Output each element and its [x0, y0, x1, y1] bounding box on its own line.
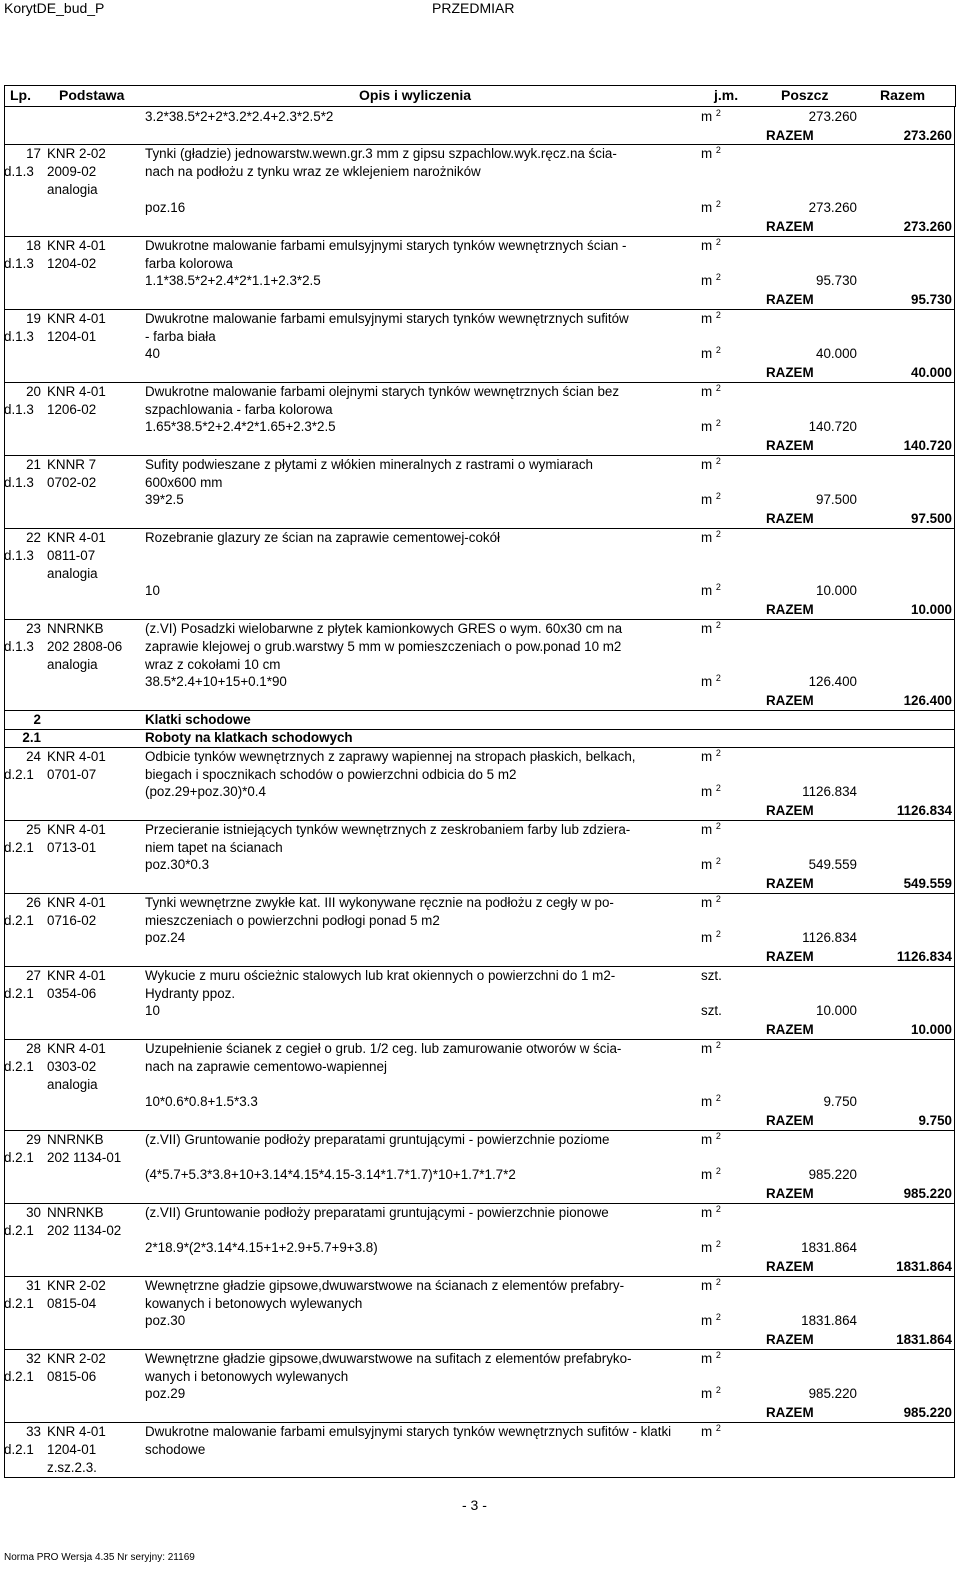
calc-row — [4, 673, 954, 691]
item-section-ref: d.2.1 — [4, 1369, 34, 1384]
item-unit: m $^2$ — [701, 145, 721, 161]
item-unit: m $^2$ — [701, 1204, 721, 1220]
razem-value: 40.000 — [911, 365, 952, 380]
calc-formula: 10 — [145, 1003, 160, 1018]
razem-label: RAZEM — [766, 292, 814, 307]
calc-row — [4, 1239, 954, 1257]
item-description: niem tapet na ścianach — [145, 840, 283, 855]
item-unit: m $^2$ — [701, 1040, 721, 1056]
razem-value: 1831.864 — [896, 1332, 952, 1347]
razem-value: 140.720 — [903, 438, 952, 453]
item-basis: NNRNKB — [47, 1205, 104, 1220]
item-description: Uzupełnienie ścianek z cegieł o grub. 1/2 ceg. lub zamurowanie otworów w ścia- — [145, 1041, 622, 1056]
item-section-ref: d.1.3 — [4, 256, 34, 271]
calc-row — [4, 582, 954, 600]
item-unit: m $^2$ — [701, 1423, 721, 1439]
item-unit: m $^2$ — [701, 383, 721, 399]
section-number: 2 — [33, 712, 41, 727]
item-unit: m $^2$ — [701, 748, 721, 764]
item-description: wraz z cokołami 10 cm — [145, 657, 281, 672]
razem-value: 10.000 — [911, 1022, 952, 1037]
unit-exponent: 2 — [715, 1385, 721, 1395]
calc-unit: m $^2$ — [701, 418, 721, 434]
item-basis: KNR 4-01 — [47, 530, 106, 545]
item-description: (z.VII) Gruntowanie podłoży preparatami gruntującymi - powierzchnie pionowe — [145, 1205, 609, 1220]
calc-formula: 1.1*38.5*2+2.4*2*1.1+2.3*2.5 — [145, 273, 321, 288]
calc-value: 40.000 — [816, 346, 857, 361]
calc-unit: m $^2$ — [701, 1385, 721, 1401]
item-number: 21 — [26, 457, 41, 472]
item-basis: 0303-02 — [47, 1059, 97, 1074]
calc-formula: 40 — [145, 346, 160, 361]
razem-value: 549.559 — [903, 876, 952, 891]
razem-label: RAZEM — [766, 438, 814, 453]
item-basis: KNNR 7 — [47, 457, 97, 472]
calc-value: 10.000 — [816, 583, 857, 598]
item-basis: KNR 4-01 — [47, 822, 106, 837]
item-description: Dwukrotne malowanie farbami emulsyjnymi starych tynków wewnętrznych sufitów — [145, 311, 629, 326]
item-basis: 202 2808-06 — [47, 639, 123, 654]
calc-formula: poz.16 — [145, 200, 186, 215]
item-basis: 0815-04 — [47, 1296, 97, 1311]
calc-unit: m $^2$ — [701, 582, 721, 598]
unit-exponent: 2 — [715, 783, 721, 793]
item-section-ref: d.2.1 — [4, 1059, 34, 1074]
item-description: Wewnętrzne gładzie gipsowe,dwuwarstwowe na ścianach z elementów prefabry- — [145, 1278, 625, 1293]
unit-exponent: 2 — [715, 1131, 721, 1141]
item-number: 24 — [26, 749, 41, 764]
calc-unit: m $^2$ — [701, 856, 721, 872]
calc-unit: m $^2$ — [701, 783, 721, 799]
item-description: Dwukrotne malowanie farbami olejnymi starych tynków wewnętrznych ścian bez — [145, 384, 620, 399]
razem-row — [4, 364, 954, 382]
item-basis: 202 1134-02 — [47, 1223, 122, 1238]
razem-value: 273.260 — [903, 128, 952, 143]
row-separator — [4, 1477, 954, 1478]
item-description: farba kolorowa — [145, 256, 233, 271]
document-name: KorytDE_bud_P — [4, 0, 105, 16]
item-basis: 1204-02 — [47, 256, 97, 271]
item-section-ref: d.1.3 — [4, 402, 34, 417]
item-section-ref: d.1.3 — [4, 639, 34, 654]
item-number: 29 — [26, 1132, 41, 1147]
item-description: Wewnętrzne gładzie gipsowe,dwuwarstwowe na sufitach z elementów prefabryko- — [145, 1351, 632, 1366]
calc-value: 1126.834 — [802, 930, 857, 945]
calc-row — [4, 1312, 954, 1330]
razem-value: 985.220 — [903, 1405, 952, 1420]
item-number: 17 — [26, 146, 41, 161]
item-basis: 0815-06 — [47, 1369, 97, 1384]
item-basis: 0713-01 — [47, 840, 97, 855]
razem-row — [4, 875, 954, 893]
calc-formula: 2*18.9*(2*3.14*4.15+1+2.9+5.7+9+3.8) — [145, 1240, 378, 1255]
item-basis: 1204-01 — [47, 329, 97, 344]
calc-row — [4, 418, 954, 436]
razem-label: RAZEM — [766, 365, 814, 380]
calc-row — [4, 272, 954, 290]
unit-exponent: 2 — [715, 529, 721, 539]
item-description: kowanych i betonowych wylewanych — [145, 1296, 363, 1311]
calc-row — [4, 345, 954, 363]
razem-row — [4, 802, 954, 820]
razem-row — [4, 437, 954, 455]
item-basis: KNR 4-01 — [47, 749, 106, 764]
razem-label: RAZEM — [766, 128, 814, 143]
item-description: Tynki wewnętrzne zwykłe kat. III wykonywane ręcznie na podłożu z cegły w po- — [145, 895, 614, 910]
col-lp: Lp. — [10, 87, 31, 103]
calc-unit: m $^2$ — [701, 108, 721, 124]
calc-row — [4, 199, 954, 217]
calc-row — [4, 1002, 954, 1020]
item-basis: 2009-02 — [47, 164, 97, 179]
section-number: 2.1 — [22, 730, 41, 745]
razem-row — [4, 1021, 954, 1039]
calc-value: 140.720 — [808, 419, 857, 434]
item-description: zaprawie klejowej o grub.warstwy 5 mm w pomieszczeniach o pow.ponad 10 m2 — [145, 639, 622, 654]
calc-value: 273.260 — [808, 200, 857, 215]
razem-label: RAZEM — [766, 219, 814, 234]
calc-row — [4, 929, 954, 947]
razem-value: 1126.834 — [896, 949, 952, 964]
item-basis: KNR 4-01 — [47, 311, 106, 326]
razem-row — [4, 1112, 954, 1130]
item-number: 31 — [26, 1278, 41, 1293]
item-description: 600x600 mm — [145, 475, 223, 490]
razem-label: RAZEM — [766, 1022, 814, 1037]
table-border-right — [954, 106, 955, 1478]
section-title: Roboty na klatkach schodowych — [145, 730, 353, 745]
calc-unit: m $^2$ — [701, 491, 721, 507]
razem-label: RAZEM — [766, 511, 814, 526]
col-razem: Razem — [880, 87, 926, 103]
item-description: Wykucie z muru ościeżnic stalowych lub krat okiennych o powierzchni do 1 m2- — [145, 968, 616, 983]
razem-row — [4, 692, 954, 710]
item-basis: analogia — [47, 1077, 98, 1092]
razem-row — [4, 218, 954, 236]
item-basis: z.sz.2.3. — [47, 1460, 97, 1475]
unit-exponent: 2 — [715, 1423, 721, 1433]
razem-label: RAZEM — [766, 803, 814, 818]
razem-value: 1831.864 — [896, 1259, 952, 1274]
item-unit: m $^2$ — [701, 1131, 721, 1147]
software-note: Norma PRO Wersja 4.35 Nr seryjny: 21169 — [4, 1552, 195, 1563]
calc-row — [4, 1385, 954, 1403]
item-basis: analogia — [47, 182, 98, 197]
calc-value: 985.220 — [808, 1167, 857, 1182]
unit-exponent: 2 — [715, 748, 721, 758]
calc-unit: m $^2$ — [701, 345, 721, 361]
calc-unit: m $^2$ — [701, 1093, 721, 1109]
unit-exponent: 2 — [715, 1350, 721, 1360]
row-separator — [4, 747, 954, 748]
item-unit: m $^2$ — [701, 456, 721, 472]
item-description: schodowe — [145, 1442, 206, 1457]
razem-value: 1126.834 — [896, 803, 952, 818]
document-title: PRZEDMIAR — [432, 0, 515, 16]
unit-exponent: 2 — [715, 894, 721, 904]
razem-label: RAZEM — [766, 1113, 814, 1128]
razem-value: 95.730 — [911, 292, 952, 307]
unit-exponent: 2 — [715, 272, 721, 282]
calc-unit: m $^2$ — [701, 1312, 721, 1328]
razem-label: RAZEM — [766, 602, 814, 617]
item-description: Przecieranie istniejących tynków wewnętrznych z zeskrobaniem farby lub zdziera- — [145, 822, 631, 837]
item-basis: 0702-02 — [47, 475, 97, 490]
razem-label: RAZEM — [766, 876, 814, 891]
item-unit: m $^2$ — [701, 529, 721, 545]
calc-row — [4, 783, 954, 801]
razem-label: RAZEM — [766, 1332, 814, 1347]
razem-value: 985.220 — [903, 1186, 952, 1201]
calc-value: 985.220 — [808, 1386, 857, 1401]
item-number: 27 — [26, 968, 41, 983]
item-number: 25 — [26, 822, 41, 837]
item-unit: m $^2$ — [701, 1350, 721, 1366]
calc-value: 1831.864 — [801, 1240, 857, 1255]
item-description: Rozebranie glazury ze ścian na zaprawie cementowej-cokół — [145, 530, 501, 545]
item-number: 19 — [26, 311, 41, 326]
item-basis: KNR 4-01 — [47, 238, 106, 253]
razem-value: 10.000 — [911, 602, 952, 617]
razem-row — [4, 510, 954, 528]
razem-row — [4, 1258, 954, 1276]
item-basis: KNR 4-01 — [47, 1041, 106, 1056]
item-basis: KNR 4-01 — [47, 968, 106, 983]
unit-exponent: 2 — [715, 456, 721, 466]
calc-unit: m $^2$ — [701, 929, 721, 945]
unit-exponent: 2 — [715, 345, 721, 355]
item-description: wanych i betonowych wylewanych — [145, 1369, 349, 1384]
razem-value: 9.750 — [918, 1113, 952, 1128]
unit-exponent: 2 — [715, 1204, 721, 1214]
item-description: Dwukrotne malowanie farbami emulsyjnymi starych tynków wewnętrznych ścian - — [145, 238, 627, 253]
item-unit: m $^2$ — [701, 237, 721, 253]
item-section-ref: d.2.1 — [4, 1442, 34, 1457]
item-unit: m $^2$ — [701, 1277, 721, 1293]
calc-unit: m $^2$ — [701, 272, 721, 288]
item-basis: 1204-01 — [47, 1442, 97, 1457]
item-description: biegach i spocznikach schodów o powierzchni odbicia do 5 m2 — [145, 767, 517, 782]
item-description: szpachlowania - farba kolorowa — [145, 402, 333, 417]
carry-row — [4, 108, 954, 126]
calc-formula: 10*0.6*0.8+1.5*3.3 — [145, 1094, 258, 1109]
calc-row — [4, 1093, 954, 1111]
razem-row — [4, 601, 954, 619]
unit-exponent: 2 — [715, 145, 721, 155]
col-poszcz: Poszcz — [781, 87, 829, 103]
item-basis: NNRNKB — [47, 1132, 104, 1147]
calc-formula: 39*2.5 — [145, 492, 184, 507]
calc-unit: m $^2$ — [701, 1239, 721, 1255]
calc-formula: poz.30 — [145, 1313, 186, 1328]
razem-row — [4, 127, 954, 145]
item-basis: 1206-02 — [47, 402, 97, 417]
unit-exponent: 2 — [715, 856, 721, 866]
calc-unit: m $^2$ — [701, 199, 721, 215]
item-section-ref: d.1.3 — [4, 475, 34, 490]
item-number: 26 — [26, 895, 41, 910]
razem-row — [4, 291, 954, 309]
item-basis: 0716-02 — [47, 913, 97, 928]
item-description: nach na podłożu z tynku wraz ze wklejeniem narożników — [145, 164, 481, 179]
unit-exponent: 2 — [715, 1239, 721, 1249]
item-basis: KNR 2-02 — [47, 146, 106, 161]
unit-exponent: 2 — [715, 418, 721, 428]
calc-formula: poz.30*0.3 — [145, 857, 210, 872]
item-description: Tynki (gładzie) jednowarstw.wewn.gr.3 mm z gipsu szpachlow.wyk.ręcz.na ścia- — [145, 146, 617, 161]
calc-value: 97.500 — [816, 492, 857, 507]
unit-exponent: 2 — [715, 1040, 721, 1050]
calc-formula: poz.24 — [145, 930, 186, 945]
item-unit: m $^2$ — [701, 894, 721, 910]
calc-unit: m $^2$ — [701, 1166, 721, 1182]
item-description: Dwukrotne malowanie farbami emulsyjnymi starych tynków wewnętrznych sufitów - klatki — [145, 1424, 672, 1439]
item-section-ref: d.2.1 — [4, 1296, 34, 1311]
item-basis: KNR 2-02 — [47, 1278, 106, 1293]
calc-value: 9.750 — [823, 1094, 857, 1109]
razem-value: 126.400 — [903, 693, 952, 708]
razem-row — [4, 1185, 954, 1203]
unit-exponent: 2 — [715, 1277, 721, 1287]
item-section-ref: d.2.1 — [4, 986, 34, 1001]
item-basis: 0701-07 — [47, 767, 97, 782]
razem-label: RAZEM — [766, 1186, 814, 1201]
item-unit: m $^2$ — [701, 310, 721, 326]
calc-value: 126.400 — [808, 674, 857, 689]
calc-formula: 10 — [145, 583, 160, 598]
col-podstawa: Podstawa — [59, 87, 125, 103]
unit-exponent: 2 — [715, 199, 721, 209]
item-section-ref: d.1.3 — [4, 548, 34, 563]
calc-value: 95.730 — [816, 273, 857, 288]
calc-formula: 38.5*2.4+10+15+0.1*90 — [145, 674, 287, 689]
calc-value: 1831.864 — [801, 1313, 857, 1328]
section-title: Klatki schodowe — [145, 712, 251, 727]
razem-value: 273.260 — [903, 219, 952, 234]
item-number: 23 — [26, 621, 41, 636]
unit-exponent: 2 — [715, 673, 721, 683]
calc-formula: poz.29 — [145, 1386, 186, 1401]
calc-value: 1126.834 — [802, 784, 857, 799]
unit-exponent: 2 — [715, 237, 721, 247]
item-unit: m $^2$ — [701, 821, 721, 837]
razem-row — [4, 1331, 954, 1349]
unit-exponent: 2 — [715, 383, 721, 393]
item-number: 32 — [26, 1351, 41, 1366]
table-header — [4, 85, 956, 107]
page-number: - 3 - — [462, 1497, 487, 1513]
unit-exponent: 2 — [715, 582, 721, 592]
calc-unit: m $^2$ — [701, 673, 721, 689]
calc-formula: 1.65*38.5*2+2.4*2*1.65+2.3*2.5 — [145, 419, 336, 434]
item-number: 18 — [26, 238, 41, 253]
unit-exponent: 2 — [715, 929, 721, 939]
item-basis: 0811-07 — [47, 548, 96, 563]
razem-row — [4, 948, 954, 966]
unit-exponent: 2 — [715, 1093, 721, 1103]
razem-label: RAZEM — [766, 1259, 814, 1274]
item-unit: szt. — [701, 968, 722, 983]
calc-formula: 3.2*38.5*2+2*3.2*2.4+2.3*2.5*2 — [145, 109, 334, 124]
col-opis: Opis i wyliczenia — [359, 87, 472, 103]
item-section-ref: d.2.1 — [4, 1223, 34, 1238]
section-heading — [4, 729, 954, 747]
unit-exponent: 2 — [715, 108, 721, 118]
razem-label: RAZEM — [766, 693, 814, 708]
item-basis: KNR 4-01 — [47, 1424, 106, 1439]
item-number: 20 — [26, 384, 41, 399]
calc-value: 273.260 — [808, 109, 857, 124]
razem-value: 97.500 — [911, 511, 952, 526]
item-number: 22 — [26, 530, 41, 545]
calc-formula: (poz.29+poz.30)*0.4 — [145, 784, 266, 799]
item-basis: analogia — [47, 657, 98, 672]
item-description: mieszczeniach o powierzchni podłogi ponad 5 m2 — [145, 913, 440, 928]
item-basis: analogia — [47, 566, 98, 581]
calc-row — [4, 856, 954, 874]
section-heading — [4, 711, 954, 729]
item-section-ref: d.2.1 — [4, 913, 34, 928]
calc-value: 10.000 — [816, 1003, 857, 1018]
item-description: Hydranty ppoz. — [145, 986, 236, 1001]
unit-exponent: 2 — [715, 1312, 721, 1322]
item-basis: 0354-06 — [47, 986, 97, 1001]
calc-value: 549.559 — [808, 857, 857, 872]
calc-row — [4, 1166, 954, 1184]
item-description: Sufity podwieszane z płytami z włókien mineralnych z rastrami o wymiarach — [145, 457, 594, 472]
calc-formula: (4*5.7+5.3*3.8+10+3.14*4.15*4.15-3.14*1.7*1.7)*10+1.7*1.7*2 — [145, 1167, 516, 1182]
razem-row — [4, 1404, 954, 1422]
calc-row — [4, 491, 954, 509]
unit-exponent: 2 — [715, 1166, 721, 1176]
razem-label: RAZEM — [766, 1405, 814, 1420]
item-section-ref: d.1.3 — [4, 164, 34, 179]
item-number: 28 — [26, 1041, 41, 1056]
item-basis: KNR 4-01 — [47, 895, 106, 910]
item-number: 33 — [26, 1424, 41, 1439]
col-jm: j.m. — [714, 87, 739, 103]
item-unit: m $^2$ — [701, 620, 721, 636]
item-description: nach na zaprawie cementowo-wapiennej — [145, 1059, 387, 1074]
item-section-ref: d.1.3 — [4, 329, 34, 344]
item-description: Odbicie tynków wewnętrznych z zaprawy wapiennej na stropach płaskich, belkach, — [145, 749, 636, 764]
item-section-ref: d.2.1 — [4, 840, 34, 855]
item-basis: 202 1134-01 — [47, 1150, 122, 1165]
item-description: (z.VII) Gruntowanie podłoży preparatami gruntującymi - powierzchnie poziome — [145, 1132, 610, 1147]
unit-exponent: 2 — [715, 620, 721, 630]
item-basis: NNRNKB — [47, 621, 104, 636]
item-basis: KNR 2-02 — [47, 1351, 106, 1366]
item-number: 30 — [26, 1205, 41, 1220]
item-description: - farba biała — [145, 329, 216, 344]
razem-label: RAZEM — [766, 949, 814, 964]
unit-exponent: 2 — [715, 310, 721, 320]
item-section-ref: d.2.1 — [4, 1150, 34, 1165]
item-basis: KNR 4-01 — [47, 384, 106, 399]
item-section-ref: d.2.1 — [4, 767, 34, 782]
unit-exponent: 2 — [715, 821, 721, 831]
item-description: (z.VI) Posadzki wielobarwne z płytek kamionkowych GRES o wym. 60x30 cm na — [145, 621, 623, 636]
calc-unit: szt. — [701, 1003, 722, 1018]
unit-exponent: 2 — [715, 491, 721, 501]
